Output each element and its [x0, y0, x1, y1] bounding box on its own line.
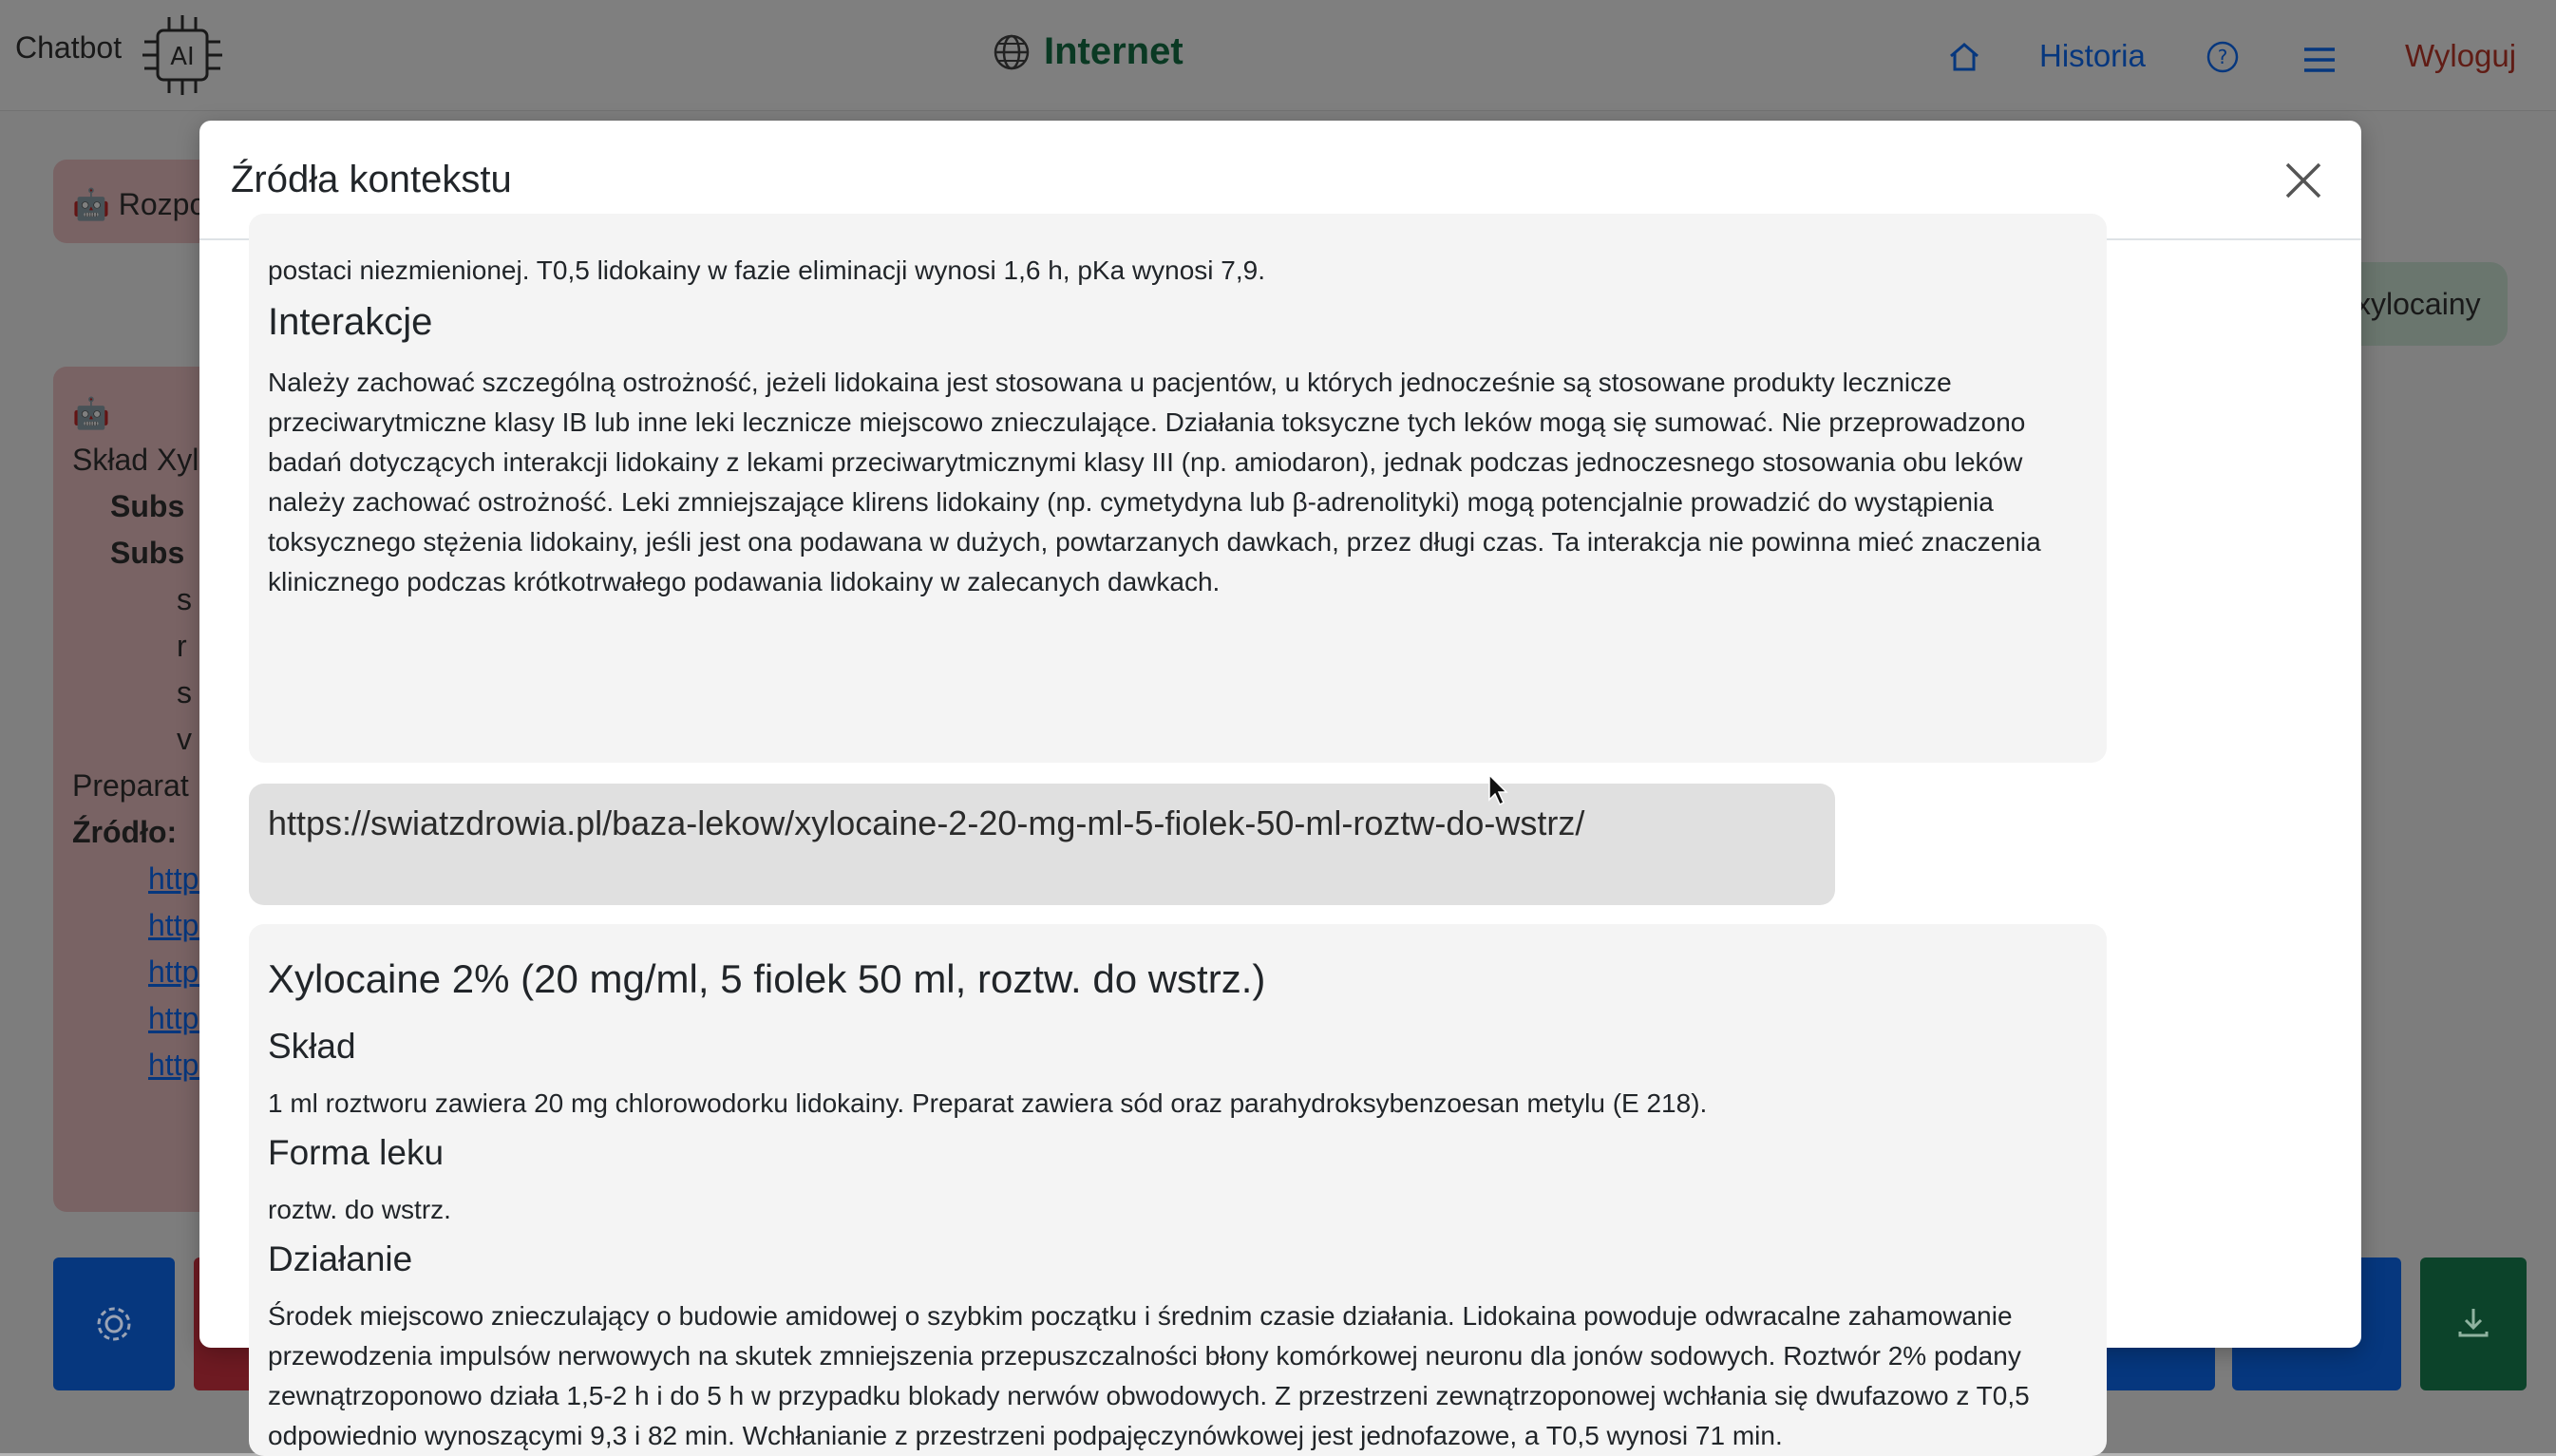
section-heading: Forma leku	[268, 1133, 445, 1172]
section-text: Środek miejscowo znieczulający o budowie amidowej o szybkim początku i średnim czasie działania. Lidokaina powoduje odwracalne zahamowanie przewodzenia impulsów nerwowych na skutek zmniejszenia przepuszczalności błony komórkowej neuronu dla jonów sodowych. Roztwór 2% podany zewnątrzoponowo działa 1,5-2 h i do 5 h w przypadku blokady nerwów obwodowych. Z przestrzeni zewnątrzoponowej wchłania się dwufazowo z T0,5 odpowiednio wynoszącymi 9,3 i 82 min. Wchłanianie z przestrzeni podpajęczynówkowej jest jednofazowe, a T0,5 wynosi 71 min.	[268, 1301, 2030, 1450]
context-sources-modal	[199, 121, 2361, 1450]
modal-body[interactable]	[199, 242, 2361, 1450]
gear-icon	[91, 1301, 137, 1347]
section-text: roztw. do wstrz.	[268, 1195, 451, 1224]
section-heading: Działanie	[268, 1239, 413, 1278]
modal-title: Źródła kontekstu	[231, 159, 512, 200]
section-heading: Interakcje	[268, 301, 433, 343]
section-text: Należy zachować szczególną ostrożność, jeżeli lidokaina jest stosowana u pacjentów, u których jednocześnie są stosowane produkty lecznicze przeciwarytmiczne klasy IB lub inne leki lecznicze miejscowo znieczulające. Działania toksyczne tych leków mogą się sumować. Nie przeprowadzono badań dotyczących interakcji lidokainy z lekami przeciwarytmicznymi klasy III (np. amiodaron), jednak podczas jednoczesnego stosowania obu leków należy zachować ostrożność. Leki zmniejszające klirens lidokainy (np. cymetydyna lub β-adrenolityki) mogą potencjalnie prowadzić do wystąpienia toksycznego stężenia lidokainy, jeśli jest ona podawana w dużych, powtarzanych dawkach, przez długi czas. Ta interakcja nie powinna mieć znaczenia klinicznego podczas krótkotrwałego podawania lidokainy w zalecanych dawkach.	[268, 368, 2041, 596]
context-card	[249, 924, 2107, 1456]
context-text-cut: postaci niezmienionej. T0,5 lidokainy w fazie eliminacji wynosi 1,6 h, pKa wynosi 7,9.	[268, 255, 1266, 285]
close-icon[interactable]	[2280, 157, 2327, 204]
section-heading: Skład	[268, 1027, 356, 1066]
source-url[interactable]: https://swiatzdrowia.pl/baza-lekow/xylocaine-2-20-mg-ml-5-fiolek-50-ml-roztw-do-wstrz/	[249, 784, 1835, 905]
section-text: 1 ml roztworu zawiera 20 mg chlorowodorku lidokainy. Preparat zawiera sód oraz parahydroksybenzoesan metylu (E 218).	[268, 1088, 1708, 1118]
context-card	[249, 214, 2107, 763]
drug-title: Xylocaine 2% (20 mg/ml, 5 fiolek 50 ml, roztw. do wstrz.)	[268, 956, 1266, 1001]
download-icon	[2454, 1303, 2492, 1341]
mouse-cursor-icon	[1487, 773, 1510, 807]
